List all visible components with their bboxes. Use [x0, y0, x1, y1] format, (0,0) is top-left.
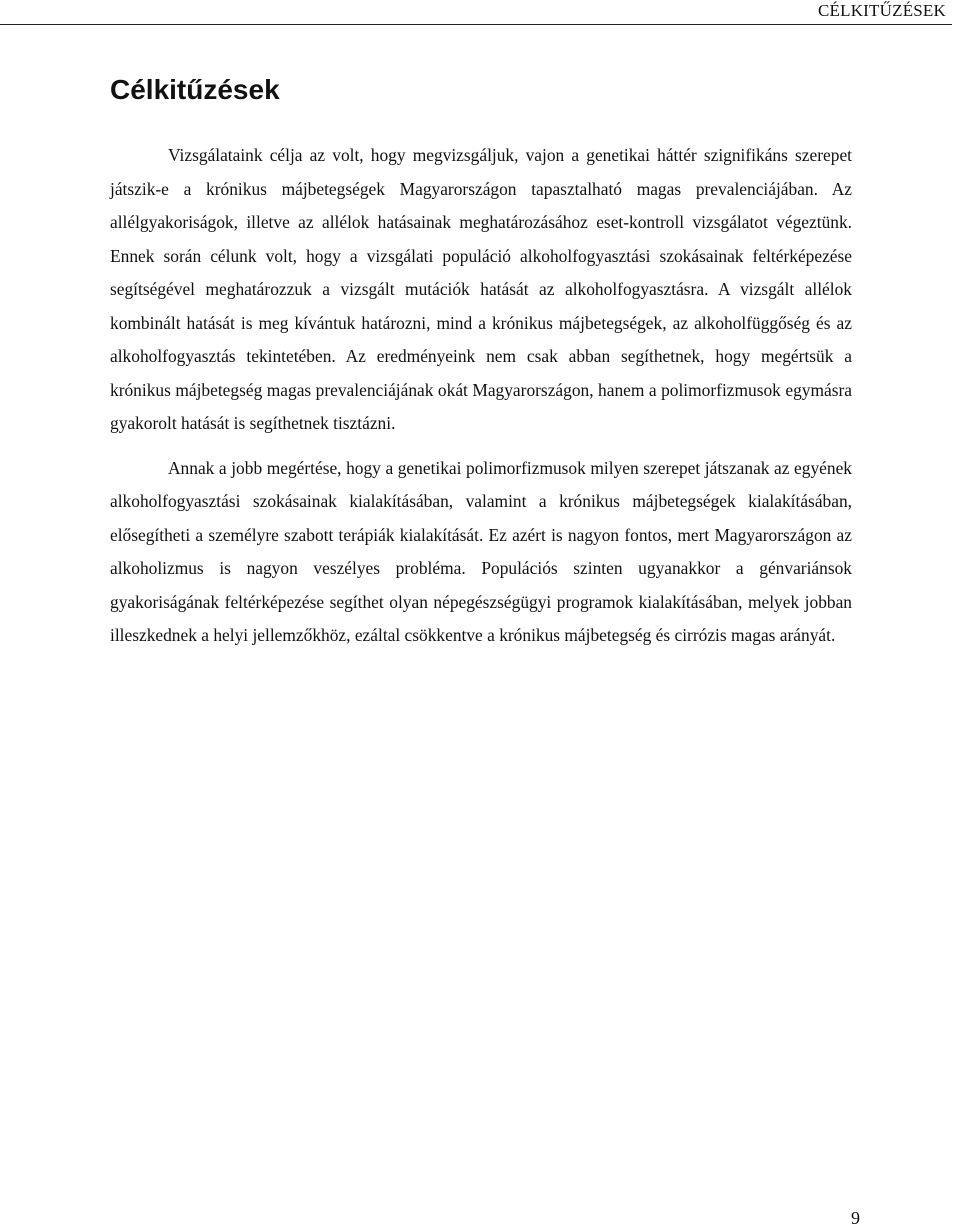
- chapter-title: Célkitűzések: [110, 74, 280, 105]
- running-header-title: CÉLKITŰZÉSEK: [818, 1, 946, 20]
- paragraph-1: Vizsgálataink célja az volt, hogy megvizsgáljuk, vajon a genetikai háttér szignifikáns szerepet játszik-e a krónikus májbetegségek Magyarországon tapasztalható magas prevalenciájában. Az allélgyakoriságok, illetve az allélok hatásainak meghatározásához eset-kontroll vizsgálatot végeztünk. Ennek során célunk volt, hogy a vizsgálati populáció alkoholfogyasztási szokásainak feltérképezése segítségével meghatározzuk a vizsgált mutációk hatását az alkoholfogyasztásra. A vizsgált allélok kombinált hatását is meg kívántuk határozni, mind a krónikus májbetegségek, az alkoholfüggőség és az alkoholfogyasztás tekintetében. Az eredményeink nem csak abban segíthetnek, hogy megértsük a krónikus májbetegség magas prevalenciájának okát Magyarországon, hanem a polimorfizmusok egymásra gyakorolt hatását is segíthetnek tisztázni.: [110, 145, 852, 433]
- paragraph-2: Annak a jobb megértése, hogy a genetikai polimorfizmusok milyen szerepet játszanak az egyének alkoholfogyasztási szokásainak kialakításában, valamint a krónikus májbetegségek kialakításában, elősegítheti a személyre szabott terápiák kialakítását. Ez azért is nagyon fontos, mert Magyarországon az alkoholizmus is nagyon veszélyes probléma. Populációs szinten ugyanakkor a génvariánsok gyakoriságának feltérképezése segíthet olyan népegészségügyi programok kialakításában, melyek jobban illeszkednek a helyi jellemzőkhöz, ezáltal csökkentve a krónikus májbetegség és cirrózis magas arányát.: [110, 457, 852, 645]
- body-text: [110, 139, 852, 664]
- page-number: 9: [851, 1208, 860, 1228]
- running-header: [0, 0, 952, 25]
